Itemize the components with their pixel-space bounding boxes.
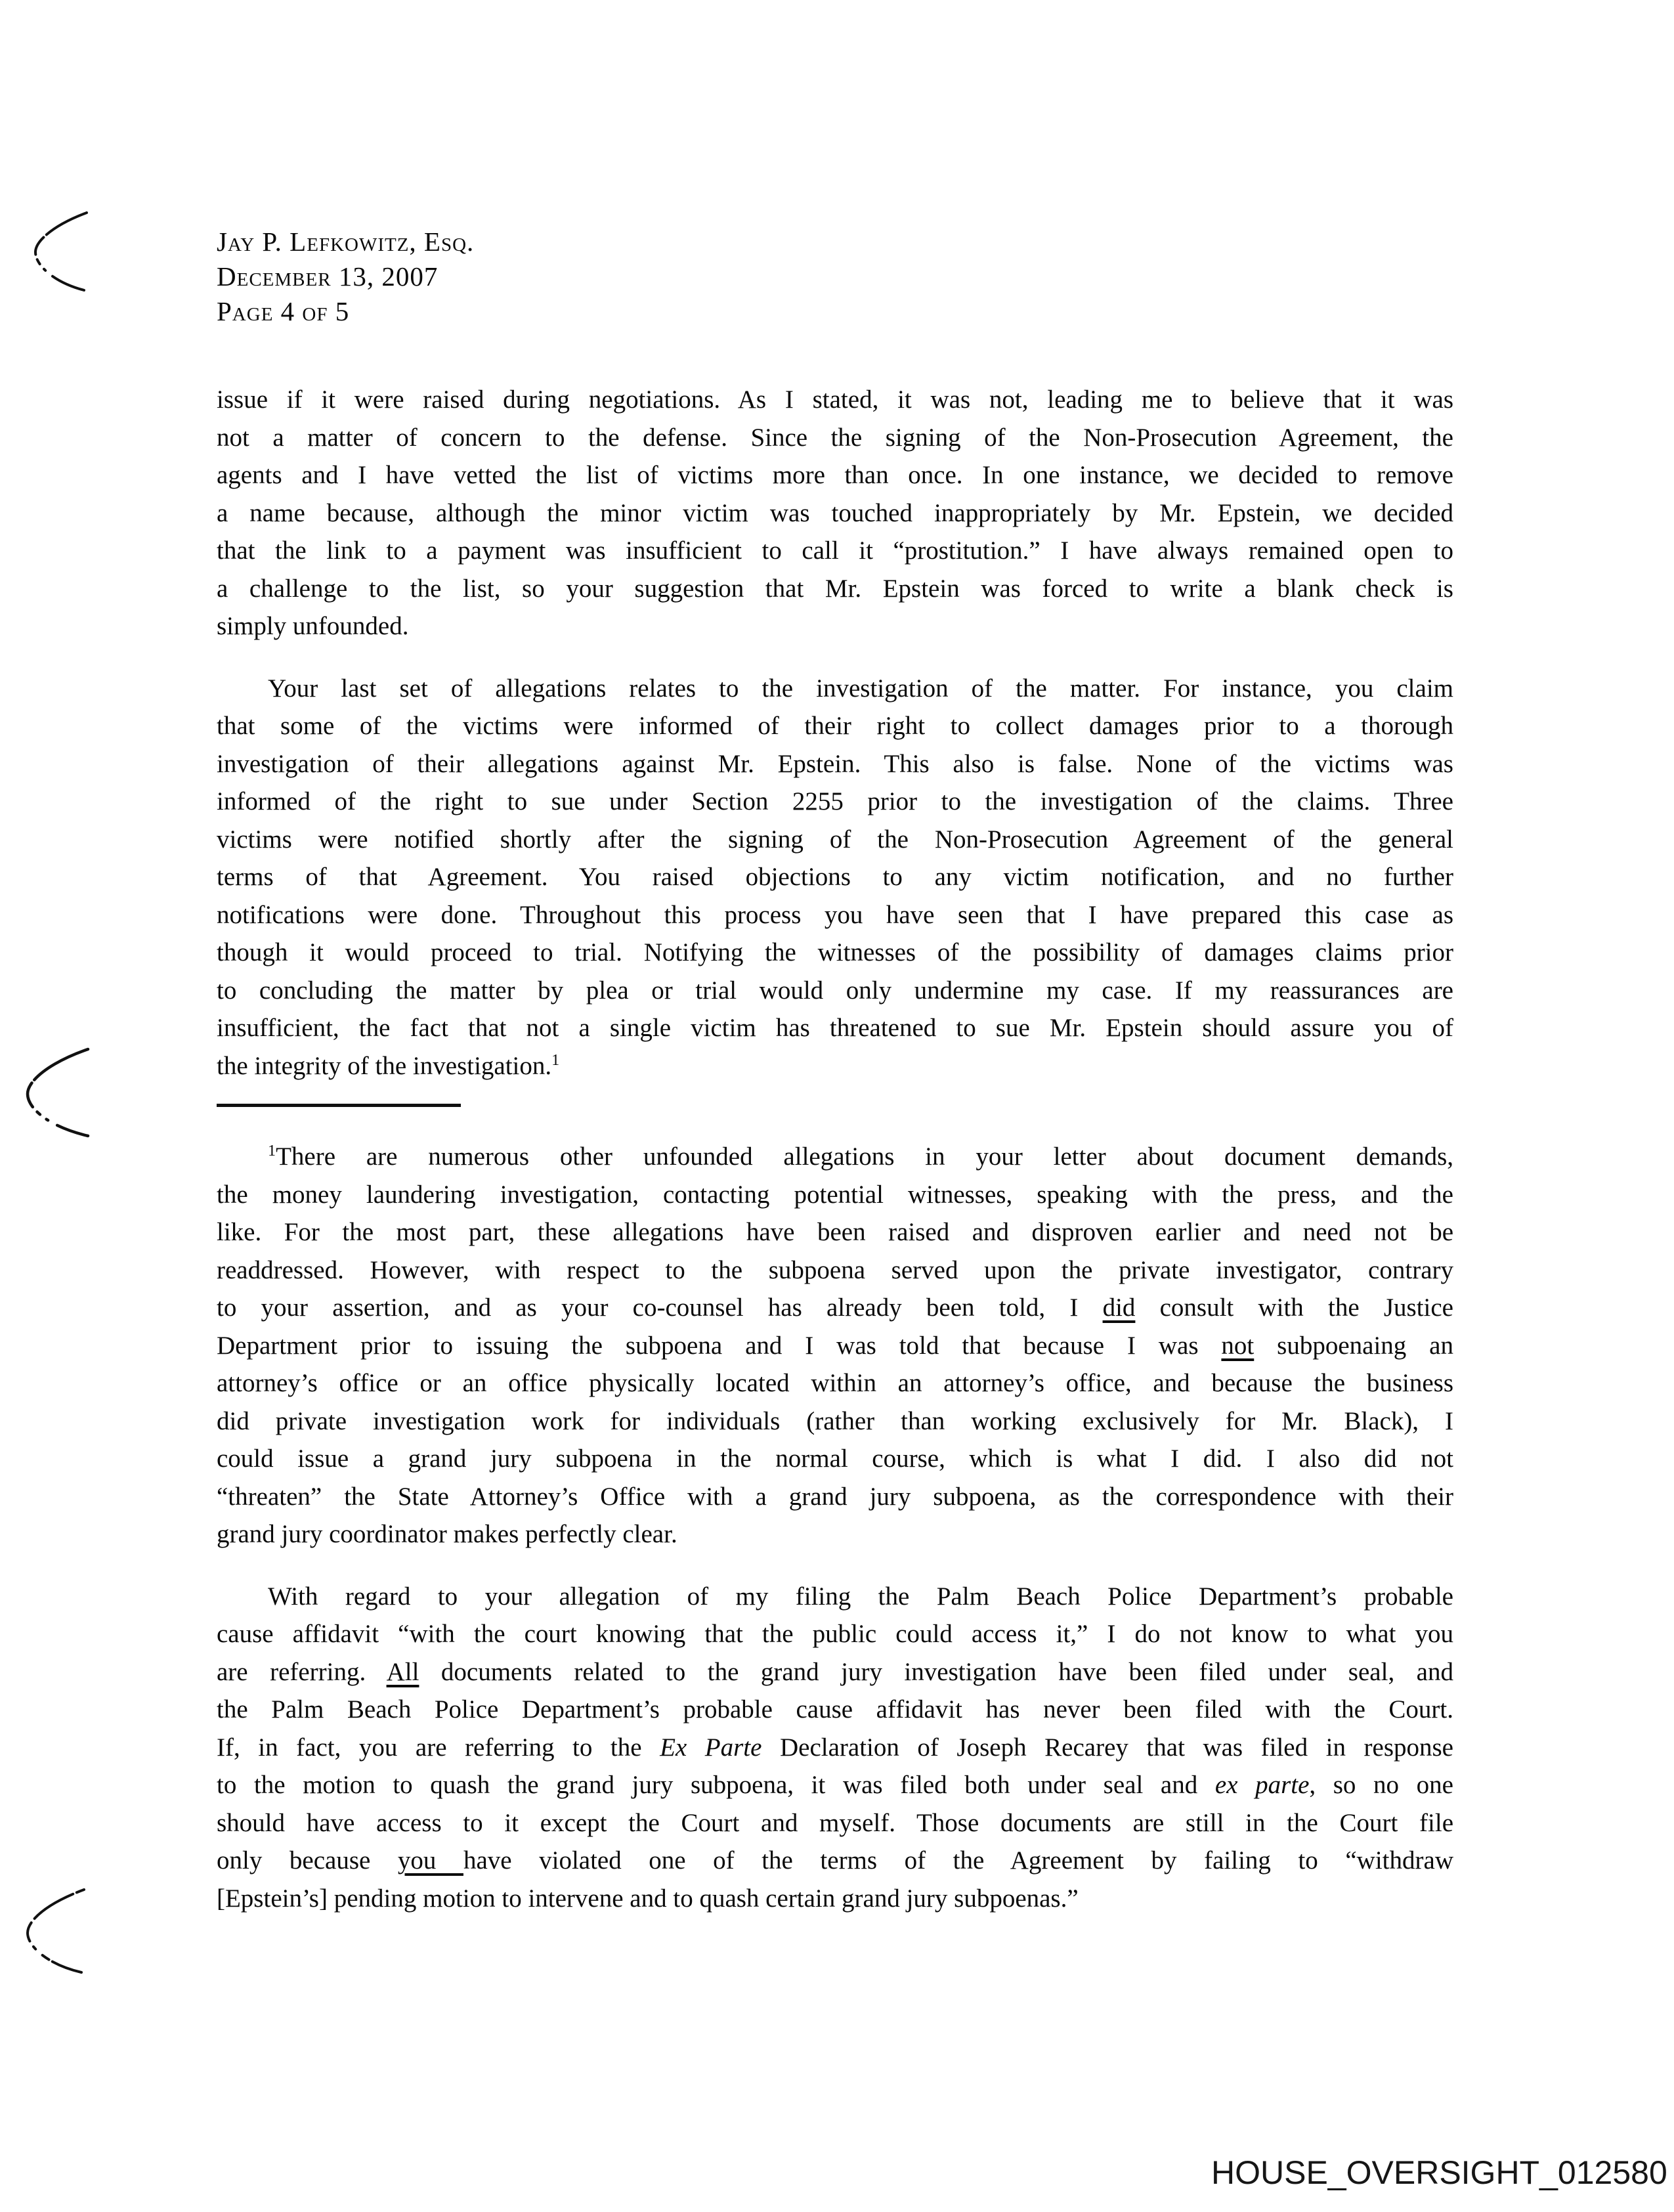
paragraph-continuation [217, 381, 1453, 645]
text-line: should have access to it except the Court and myself. Those documents are still in the Court file [217, 1808, 1453, 1837]
text-line: could issue a grand jury subpoena in the normal course, which is what I did. I also did not [217, 1444, 1453, 1473]
text-line: notifications were done. Throughout this process you have seen that I have prepared this case as [217, 900, 1453, 929]
italic-emphasis: Ex Parte [660, 1733, 762, 1762]
scan-artifact-arc-bottom [13, 1886, 131, 1981]
text-line: simply unfounded. [217, 612, 409, 640]
text-line: that the link to a payment was insufficient to call it “prostitution.” I have always remained open to [217, 536, 1453, 565]
text-line: cause affidavit “with the court knowing that the public could access it,” I do not know to what you [217, 1620, 1453, 1648]
text-line: the integrity of the investigation.$^1$ [217, 1051, 560, 1080]
text-line: readdressed. However, with respect to the subpoena served upon the private investigator, contrary [217, 1255, 1453, 1284]
text-line: issue if it were raised during negotiations. As I stated, it was not, leading me to believe that it was [217, 385, 1453, 414]
paragraph-probable-cause-affidavit [217, 1578, 1453, 1918]
text-line: [Epstein’s] pending motion to intervene and to quash certain grand jury subpoenas.” [217, 1884, 1079, 1913]
text-line: not a matter of concern to the defense. Since the signing of the Non-Prosecution Agreement, the [217, 423, 1453, 452]
text-line: Department prior to issuing the subpoena and I was told that because I was not subpoenaing an [217, 1331, 1453, 1360]
text-line: the money laundering investigation, contacting potential witnesses, speaking with the press, and the [217, 1180, 1453, 1209]
text-line: attorney’s office or an office physically located within an attorney’s office, and because the business [217, 1369, 1453, 1397]
italic-emphasis: ex parte [1214, 1771, 1310, 1799]
text-line: like. For the most part, these allegations have been raised and disproven earlier and need not be [217, 1218, 1453, 1246]
text-line: a name because, although the minor victim was touched inappropriately by Mr. Epstein, we decided [217, 498, 1453, 527]
text-line: to your assertion, and as your co-counsel has already been told, I did consult with the Justice [217, 1293, 1453, 1322]
text-line: that some of the victims were informed of their right to collect damages prior to a thorough [217, 712, 1453, 740]
text-line: victims were notified shortly after the signing of the Non-Prosecution Agreement of the general [217, 825, 1453, 854]
footnote-text [217, 1138, 1453, 1553]
text-line: grand jury coordinator makes perfectly clear. [217, 1520, 677, 1548]
text-line: “threaten” the State Attorney’s Office with a grand jury subpoena, as the correspondence with their [217, 1482, 1453, 1511]
text-line: insufficient, the fact that not a single victim has threatened to sue Mr. Epstein should assure you of [217, 1014, 1453, 1042]
text-line: agents and I have vetted the list of victims more than once. In one instance, we decided to remove [217, 461, 1453, 489]
text-line: are referring. All documents related to the grand jury investigation have been filed under seal, and [217, 1657, 1453, 1686]
underlined-emphasis: did [1102, 1293, 1136, 1322]
header-date: December 13, 2007 [217, 261, 439, 292]
scan-artifact-arc-top [18, 207, 130, 299]
text-line: to concluding the matter by plea or trial would only undermine my case. If my reassurances are [217, 976, 1453, 1005]
text-line: Your last set of allegations relates to the investigation of the matter. For instance, you claim [268, 674, 1453, 703]
footnote-marker: 1 [268, 1142, 276, 1160]
footnote-separator [217, 1104, 461, 1107]
text-line: With regard to your allegation of my filing the Palm Beach Police Department’s probable [268, 1582, 1453, 1611]
text-line: investigation of their allegations against Mr. Epstein. This also is false. None of the victims was [217, 749, 1453, 778]
text-line: did private investigation work for individuals (rather than working exclusively for Mr. Black), I [217, 1406, 1453, 1435]
bates-stamp: HOUSE_OVERSIGHT_012580 [1211, 2154, 1667, 2191]
footnote-marker: 1 [551, 1051, 560, 1069]
text-line: only because you have violated one of the terms of the Agreement by failing to “withdraw [217, 1846, 1453, 1875]
letter-header [217, 225, 474, 329]
text-line: a challenge to the list, so your suggestion that Mr. Epstein was forced to write a blank check is [217, 574, 1453, 603]
text-line: $^1$There are numerous other unfounded allegations in your letter about document demands, [268, 1142, 1453, 1171]
header-page-number: Page 4 of 5 [217, 296, 350, 326]
text-line: informed of the right to sue under Section 2255 prior to the investigation of the claims. Three [217, 787, 1453, 815]
text-line: to the motion to quash the grand jury subpoena, it was filed both under seal and ex parte, so no one [217, 1771, 1453, 1799]
paragraph-allegations-investigation [217, 670, 1453, 1085]
text-line: the Palm Beach Police Department’s probable cause affidavit has never been filed with the Court. [217, 1695, 1453, 1724]
scan-artifact-arc-middle [12, 1045, 137, 1144]
text-line: If, in fact, you are referring to the Ex Parte Declaration of Joseph Recarey that was filed in response [217, 1733, 1453, 1762]
text-line: terms of that Agreement. You raised objections to any victim notification, and no further [217, 863, 1453, 891]
underlined-emphasis: you [397, 1846, 463, 1875]
underlined-emphasis: not [1221, 1331, 1255, 1360]
letter-body [217, 381, 1453, 1917]
text-line: though it would proceed to trial. Notifying the witnesses of the possibility of damages claims prior [217, 938, 1453, 966]
header-author: Jay P. Lefkowitz, Esq. [217, 227, 475, 257]
underlined-emphasis: All [386, 1657, 419, 1686]
